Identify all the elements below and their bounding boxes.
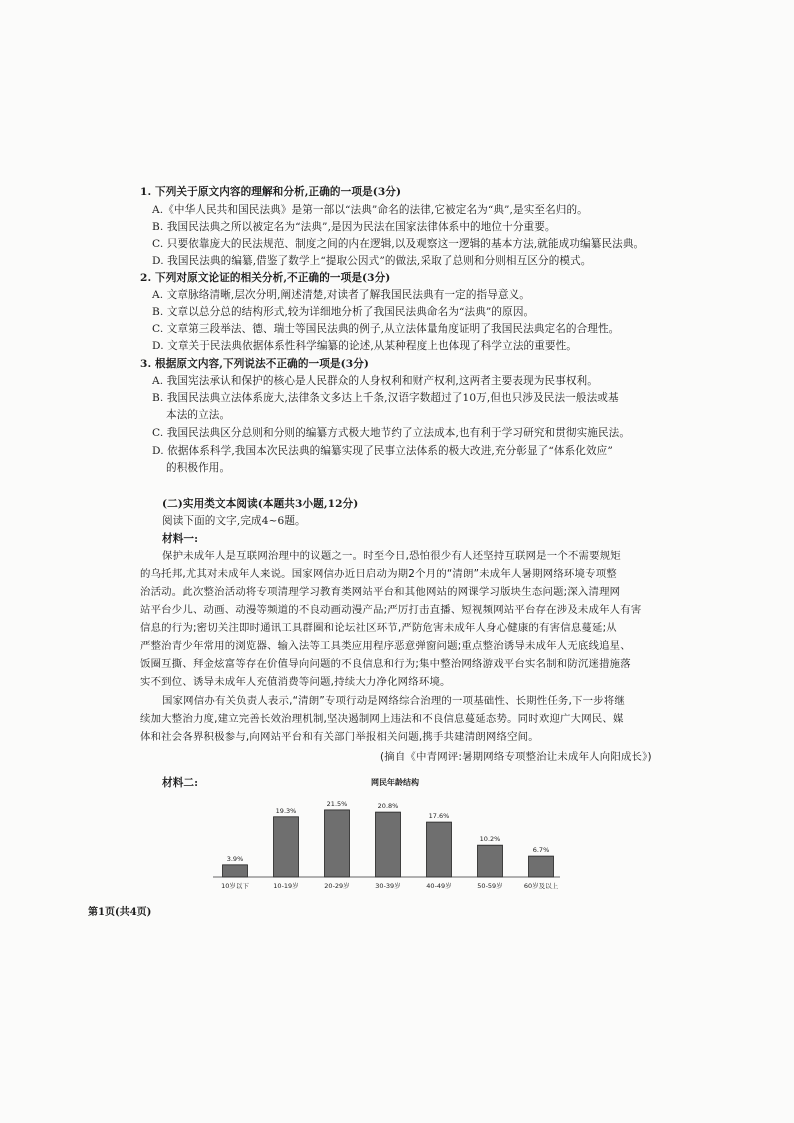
- chart-category-label: 20-29岁: [324, 882, 350, 890]
- chart-value-label: 20.8%: [377, 802, 399, 811]
- material1-label: 材料一:: [162, 533, 199, 545]
- material1-line: 实不到位、诱导未成年人充值消费等问题,持续大力净化网络环境。: [140, 676, 451, 688]
- q2-option-a: A. 文章脉络清晰,层次分明,阐述清楚,对读者了解我国民法典有一定的指导意义。: [152, 289, 530, 301]
- q2-stem: 2. 下列对原文论证的相关分析,不正确的一项是(3分): [140, 272, 391, 284]
- q3-option-d-cont: 的积极作用。: [166, 462, 231, 474]
- material1-line: 体和社会各界积极参与,向网站平台和有关部门举报相关问题,携手共建清朗网络空间。: [140, 731, 539, 743]
- q3-stem: 3. 根据原文内容,下列说法不正确的一项是(3分): [140, 358, 370, 370]
- q3-option-b: B. 我国民法典立法体系庞大,法律条文多达上千条,汉语字数超过了10万,但也只涉及民法一般法或基: [152, 392, 619, 404]
- q3-option-c: C. 我国民法典区分总则和分则的编纂方式极大地节约了立法成本,也有利于学习研究和贯彻实施民法。: [152, 427, 631, 439]
- q1-option-c: C. 只要依靠庞大的民法规范、制度之间的内在逻辑,以及观察这一逻辑的基本方法,就能成功编纂民法典。: [152, 238, 645, 250]
- section-instruction: 阅读下面的文字,完成4~6题。: [162, 515, 306, 527]
- q2-option-b: B. 文章以总分总的结构形式,较为详细地分析了我国民法典命名为“法典”的原因。: [152, 306, 535, 318]
- material1-line: 的乌托邦,尤其对未成年人来说。国家网信办近日启动为期2个月的“清朗”未成年人暑期网络环境专项整: [140, 568, 617, 580]
- chart-value-label: 3.9%: [226, 854, 244, 863]
- material1-line: 站平台少儿、动画、动漫等频道的不良动画动漫产品;严厉打击直播、短视频网站平台存在涉及未成年人有害: [140, 604, 642, 616]
- q2-option-d: D. 文章关于民法典依据体系性科学编纂的论述,从某种程度上也体现了科学立法的重要性。: [152, 340, 577, 352]
- page-footer: 第1页(共4页): [88, 907, 152, 918]
- q3-option-b-cont: 本法的立法。: [166, 409, 231, 421]
- material1-line: 治活动。此次整治活动将专项清理学习教育类网站平台和其他网站的网课学习版块生态问题;深入清理网: [140, 586, 621, 598]
- chart-category-label: 10岁以下: [221, 882, 249, 890]
- chart-category-label: 30-39岁: [375, 882, 401, 890]
- section-heading: (二)实用类文本阅读(本题共3小题,12分): [162, 498, 359, 510]
- chart-bar: [376, 812, 401, 877]
- age-structure-chart: [205, 775, 585, 895]
- chart-bar: [274, 817, 299, 877]
- chart-value-label: 21.5%: [326, 799, 348, 808]
- chart-value-label: 19.3%: [275, 806, 297, 815]
- chart-value-label: 17.6%: [428, 812, 450, 821]
- q2-option-c: C. 文章第三段举法、德、瑞士等国民法典的例子,从立法体量角度证明了我国民法典定名的合理性。: [152, 323, 620, 335]
- q1-option-d: D. 我国民法典的编纂,借鉴了数学上“提取公因式”的做法,采取了总则和分则相互区分的模式。: [152, 255, 592, 267]
- q3-option-a: A. 我国宪法承认和保护的核心是人民群众的人身权利和财产权利,这两者主要表现为民事权利。: [152, 375, 598, 387]
- chart-bar: [427, 822, 452, 877]
- material1-line: 续加大整治力度,建立完善长效治理机制,坚决遏制网上违法和不良信息蔓延态势。同时欢迎广大网民、媒: [140, 713, 624, 725]
- material1-source: (摘自《中青网评:暑期网络专项整治让未成年人向阳成长》): [380, 751, 652, 763]
- chart-bar: [529, 856, 554, 877]
- material1-line: 国家网信办有关负责人表示,“清朗”专项行动是网络综合治理的一项基础性、长期性任务,下一步将继: [162, 695, 625, 707]
- material1-line: 保护未成年人是互联网治理中的议题之一。时至今日,恐怕很少有人还坚持互联网是一个不需要规矩: [162, 550, 621, 562]
- material2-label: 材料二:: [162, 777, 199, 789]
- q1-option-a: A.《中华人民共和国民法典》是第一部以“法典”命名的法律,它被定名为“典”,是实至名归的。: [152, 204, 588, 216]
- chart-category-label: 60岁及以上: [523, 882, 559, 890]
- q3-option-d: D. 依据体系科学,我国本次民法典的编纂实现了民事立法体系的极大改进,充分彰显了“体系化效应”: [152, 445, 613, 457]
- material1-line: 严整治青少年常用的浏览器、输入法等工具类应用程序恶意弹窗问题;重点整治诱导未成年人无底线追星、: [140, 640, 631, 652]
- chart-value-label: 6.7%: [532, 846, 550, 855]
- chart-title: 网民年龄结构: [371, 778, 419, 787]
- chart-category-label: 40-49岁: [426, 882, 452, 890]
- q1-stem: 1. 下列关于原文内容的理解和分析,正确的一项是(3分): [140, 186, 402, 198]
- chart-category-label: 50-59岁: [477, 882, 503, 890]
- chart-bar: [325, 810, 350, 877]
- material1-line: 信息的行为;密切关注即时通讯工具群圈和论坛社区环节,严防危害未成年人身心健康的有害信息蔓延;从: [140, 622, 617, 634]
- chart-value-label: 10.2%: [479, 835, 501, 844]
- chart-category-label: 10-19岁: [273, 882, 299, 890]
- chart-bar: [478, 845, 503, 877]
- material1-line: 饭圈互撕、拜金炫富等存在价值导向问题的不良信息和行为;集中整治网络游戏平台实名制和防沉迷措施落: [140, 658, 631, 670]
- q1-option-b: B. 我国民法典之所以被定名为“法典”,是因为民法在国家法律体系中的地位十分重要。: [152, 221, 556, 233]
- chart-bar: [223, 865, 248, 877]
